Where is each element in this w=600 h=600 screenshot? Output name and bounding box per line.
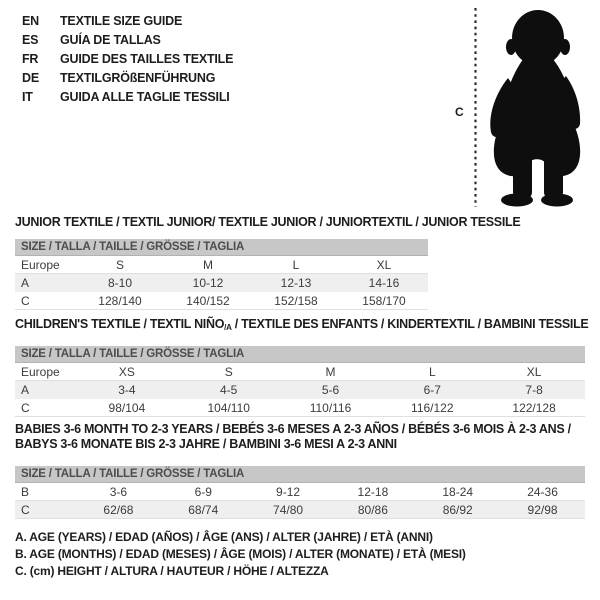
table-cell: L [292, 257, 300, 272]
size-header-label: SIZE / TALLA / TAILLE / GRÖSSE / TAGLIA [21, 468, 245, 480]
table-cell: 68/74 [188, 502, 219, 517]
table-cell: 5-6 [321, 383, 340, 397]
language-title: GUIDA ALLE TAGLIE TESSILI [60, 89, 230, 104]
table-cell: 98/104 [108, 400, 146, 415]
junior-size-table [15, 239, 428, 310]
language-row [22, 11, 233, 30]
table-cell: 128/140 [98, 293, 142, 308]
size-header-bar [15, 239, 428, 256]
language-title: TEXTILGRÖßENFÜHRUNG [60, 70, 216, 85]
table-cell: 152/158 [274, 293, 318, 308]
language-row [22, 87, 233, 106]
table-cell: 3-6 [109, 484, 128, 499]
table-cell: 116/122 [411, 400, 454, 415]
table-cell: 24-36 [527, 484, 558, 499]
section-title-junior: JUNIOR TEXTILE / TEXTIL JUNIOR/ TEXTILE JUNIOR / JUNIORTEXTIL / JUNIOR TESSILE [15, 215, 521, 229]
section-title-babies-line2: BABYS 3-6 MONATE BIS 2-3 JAHRE / BAMBINI 3-6 MESI A 2-3 ANNI [15, 437, 397, 451]
language-row [22, 49, 233, 68]
table-cell: 7-8 [525, 383, 543, 397]
size-header-label: SIZE / TALLA / TAILLE / GRÖSSE / TAGLIA [21, 348, 245, 360]
language-code: EN [22, 13, 39, 28]
toddler-silhouette-icon [483, 8, 595, 208]
table-cell: 14-16 [368, 276, 400, 290]
table-cell: 140/152 [186, 293, 230, 308]
section-title-children-pre: CHILDREN'S TEXTILE / TEXTIL NIÑO [15, 317, 225, 331]
footnote-a: A. AGE (YEARS) / EDAD (AÑOS) / ÂGE (ANS) / ALTER (JAHRE) / ETÀ (ANNI) [15, 530, 433, 544]
height-measure-line [474, 8, 477, 207]
table-row [15, 256, 428, 274]
footnote-b: B. AGE (MONTHS) / EDAD (MESES) / ÂGE (MOIS) / ALTER (MONATE) / ETÀ (MESI) [15, 547, 466, 561]
footnotes [15, 530, 466, 581]
table-cell: 62/68 [103, 502, 134, 517]
language-title: TEXTILE SIZE GUIDE [60, 13, 183, 28]
table-cell: A [21, 276, 30, 290]
table-cell: 158/170 [362, 293, 406, 308]
table-cell: 92/98 [527, 502, 558, 517]
table-cell: XL [376, 257, 392, 272]
size-header-bar [15, 466, 585, 483]
table-row [15, 483, 585, 501]
table-cell: Europe [21, 257, 60, 272]
table-cell: 8-10 [107, 276, 133, 290]
table-cell: L [428, 364, 436, 379]
language-code: DE [22, 70, 39, 85]
table-cell: 4-5 [220, 383, 238, 397]
table-cell: 110/116 [309, 400, 352, 415]
table-cell: XS [118, 364, 135, 379]
size-header-label: SIZE / TALLA / TAILLE / GRÖSSE / TAGLIA [21, 241, 245, 253]
table-row [15, 363, 585, 381]
table-cell: M [325, 364, 336, 379]
table-cell: S [115, 257, 124, 272]
section-title-children-sub: /A [224, 323, 232, 332]
table-cell: 18-24 [442, 484, 474, 499]
language-title: GUIDE DES TAILLES TEXTILE [60, 51, 234, 66]
table-cell: 3-4 [118, 383, 136, 397]
table-row [15, 381, 585, 399]
table-cell: 80/86 [357, 502, 388, 517]
table-cell: Europe [21, 364, 60, 379]
language-title: GUÍA DE TALLAS [60, 32, 161, 47]
language-row [22, 30, 233, 49]
language-code: FR [22, 51, 39, 66]
table-cell: B [21, 484, 30, 499]
table-cell: 122/128 [512, 400, 556, 415]
table-cell: M [203, 257, 213, 272]
language-code: ES [22, 32, 39, 47]
section-title-babies-line1: BABIES 3-6 MONTH TO 2-3 YEARS / BEBÉS 3-6 MESES A 2-3 AÑOS / BÉBÉS 3-6 MOIS À 2-3 ANS / [15, 422, 571, 436]
table-cell: 10-12 [192, 276, 224, 290]
height-measure-label: C [455, 105, 464, 119]
language-code: IT [22, 89, 33, 104]
children-size-table [15, 346, 585, 417]
table-row [15, 501, 585, 519]
language-row [22, 68, 233, 87]
table-cell: A [21, 383, 30, 397]
footnote-c: C. (cm) HEIGHT / ALTURA / HAUTEUR / HÖHE / ALTEZZA [15, 564, 329, 578]
table-cell: 6-9 [194, 484, 212, 499]
table-row [15, 292, 428, 310]
table-row [15, 399, 585, 417]
table-cell: XL [526, 364, 542, 379]
table-cell: 9-12 [276, 484, 301, 499]
table-cell: 6-7 [423, 383, 441, 397]
size-header-bar [15, 346, 585, 363]
table-cell: S [224, 364, 233, 379]
section-title-children-post: / TEXTILE DES ENFANTS / KINDERTEXTIL / BAMBINI TESSILE [231, 317, 589, 331]
table-cell: 86/92 [442, 502, 473, 517]
section-title-children [15, 317, 588, 332]
language-list [22, 11, 233, 106]
table-cell: C [21, 502, 30, 517]
table-cell: 104/110 [207, 400, 250, 415]
table-cell: C [21, 400, 30, 415]
table-cell: 12-18 [357, 484, 389, 499]
table-cell: C [21, 293, 30, 308]
babies-size-table [15, 466, 585, 519]
table-row [15, 274, 428, 292]
table-cell: 12-13 [280, 276, 312, 290]
table-cell: 74/80 [273, 502, 304, 517]
